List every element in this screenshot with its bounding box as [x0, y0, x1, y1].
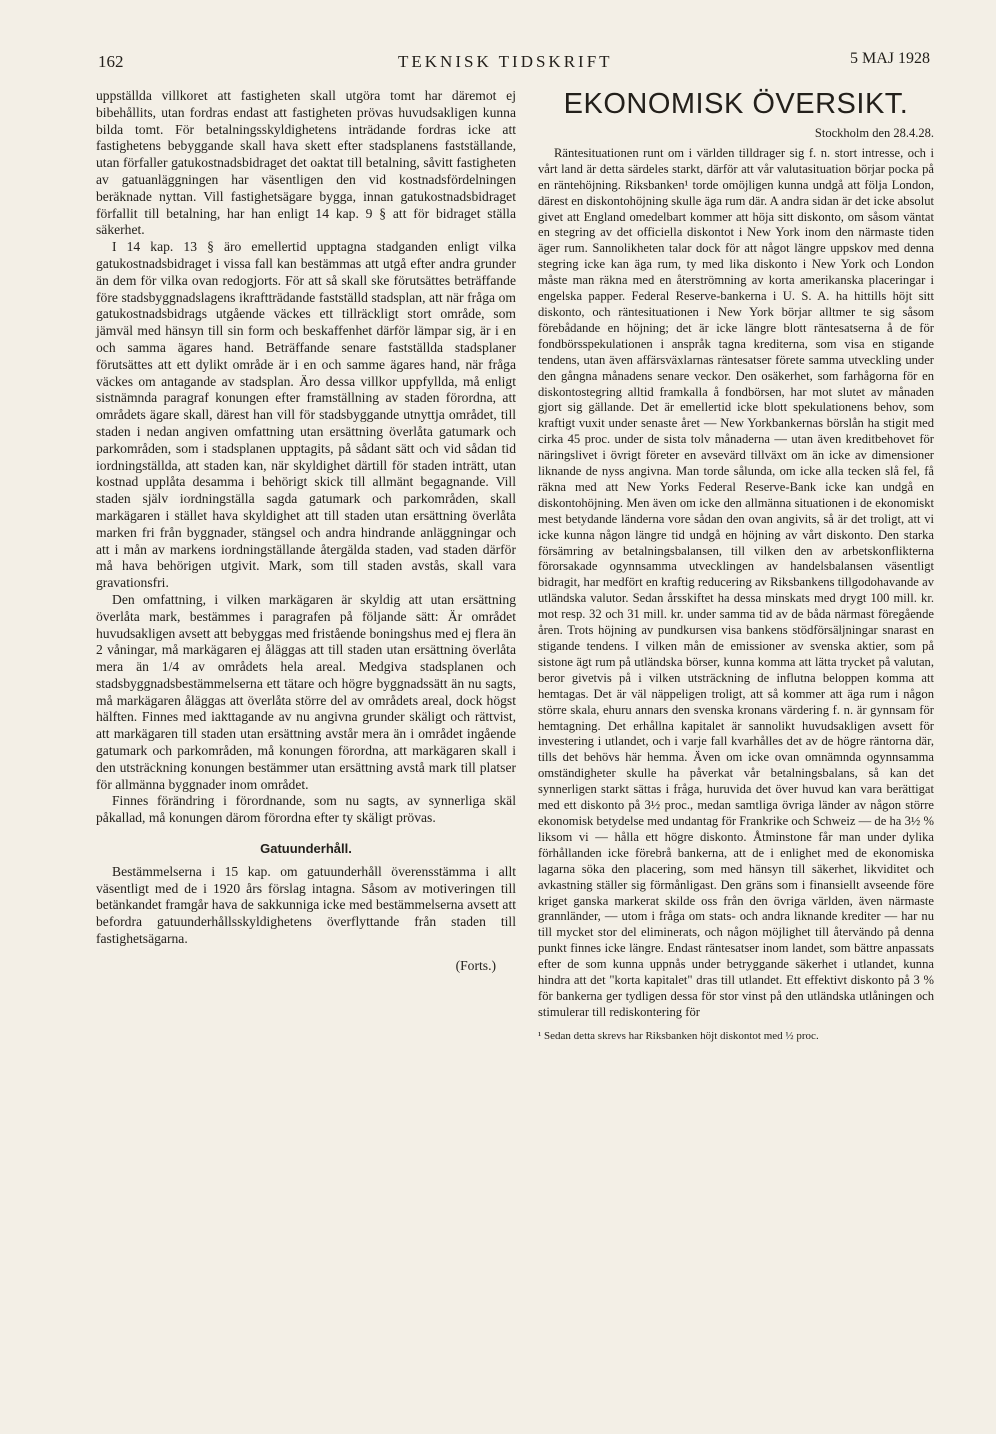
issue-date: 5 MAJ 1928: [850, 50, 931, 67]
body-paragraph: Bestämmelserna i 15 kap. om gatuunderhåll överensstämma i allt väsentligt med de i 1920 års förslag intagna. Såsom av motiveringen till betänkandet framgår hava de sakkunniga icke med bestämmelserna avsett att befordra gatuunderhållsskyldighetens överflyttande från staden till fastighetsägarna.: [96, 863, 516, 947]
footnote: ¹ Sedan detta skrevs har Riksbanken höjt diskontot med ½ proc.: [538, 1029, 819, 1042]
body-paragraph: I 14 kap. 13 § äro emellertid upptagna stadganden enligt vilka gatukostnadsbidraget i vissa fall kan bestämmas att utgå efter andra grunder än dem för vilka ovan redogjorts. För att så skall ske förutsättes beträffande före stadsbyggnadslagens ikraftträdande fastställd stadsplan, att när fråga om gatukostnadsbidrags utgående väckes ett tillräckligt stort område, som jämväl med hänsyn till sin form och beskaffenhet därför lämpar sig, är i en och samma ägares hand. Beträffande senare fastställda stadsplaner förutsättes att ett dylikt område är i en och samme ägares hand, när fråga väckes om antagande av stadsplan. Äro dessa villkor uppfyllda, må enligt sistnämnda paragraf konungen efter framställning av staden förordna, att områdets ägare skall, därest han vill för stadsbyggande utnyttja området, till staden i nedan angiven omfattning utan ersättning överlåta gatumark och parkområden, som i stadsplanen upptagits, på sådant sätt och vid sådan tid iordningställda, att staden kan, när skyldighet därtill för staden inträtt, utan kostnad upplåta desamma i behörigt skick till allmänt begagnande. Vill staden själv iordningställa sagda gatumark och parkområden, skall markägaren i stället hava skyldighet att till staden utan ersättning överlåta marken fri från byggnader, stängsel och andra hindrande anläggningar och att i mån av markens iordningställande återgälda staden, vad staden därför må hava behörigen utgivit. Mark, som till staden avstås, skall vara gravationsfri.: [96, 239, 516, 591]
section-heading: Gatuunderhåll.: [260, 841, 352, 857]
page-number: 162: [98, 52, 124, 71]
article-title: EKONOMISK ÖVERSIKT.: [563, 88, 909, 120]
journal-title: TEKNISK TIDSKRIFT: [398, 52, 613, 71]
dateline: Stockholm den 28.4.28.: [814, 126, 934, 140]
left-column: [96, 88, 516, 975]
body-paragraph: uppställda villkoret att fastigheten skall utgöra tomt har däremot ej bibehållits, utan fordras endast att fastigheten prövas huvudsakligen kunna bilda tomt. För betalningsskyldighetens inträdande fordras icke att fastighetens bebyggande skall hava skett efter stadsplanens fastställande, utan förfaller gatukostnadsbidraget det oaktat till betalning, såvitt fastigheten av gatuanläggningen har väsentligen den vid kostnadsfördelningen beräknade nyttan. Vill fastighetsägare bygga, innan gatukostnadsbidraget förfallit till betalning, har han enligt 14 kap. 9 § att för bidraget ställa säkerhet.: [96, 88, 516, 238]
body-paragraph: Finnes förändring i förordnande, som nu sagts, av synnerliga skäl påkallad, må konungen därom förordna efter ty skäligt prövas.: [96, 793, 516, 826]
continued-note: (Forts.): [455, 957, 496, 973]
body-paragraph: Den omfattning, i vilken markägaren är skyldig att utan ersättning överlåta mark, bestämmes i paragrafen på följande sätt: Är området huvudsakligen avsett att bebyggas med fristående boningshus med ej flera än 2 våningar, må markägaren ej åläggas att till staden utan ersättning överlåta mera än 1/4 av områdets hela areal. Medgiva stadsplanen och stadsbyggnadsbestämmelserna ett tätare och högre byggnadssätt än nu sagts, må markägaren åläggas att överlåta större del av områdets areal, dock högst hälften. Finnes med iakttagande av nu angivna grunder skäligt och rättvist, att markägaren till staden utan ersättning avstår mera än i området ingående gatumark och parkområden, må konungen förordna, att markägaren skall i den utsträckning konungen bestämmer utan ersättning avstå mark till platser för allmänna byggnader inom området.: [96, 591, 516, 792]
body-paragraph: Räntesituationen runt om i världen tilldrager sig f. n. stort intresse, och i vårt land är detta särdeles starkt, därför att vår valutasituation börjar pocka på en räntehöjning. Riksbanken¹ torde omöjligen kunna undgå att följa London, därest en diskontohöjning skulle äga rum där. A andra sidan är det icke absolut givet att England omedelbart kommer att höja sitt diskonto, om såsom väntat en stegring av det officiella diskontot i New York inom den närmaste tiden äger rum. Sannolikheten talar dock för att något längre uppskov med denna stegring icke kan äga rum, ty med lika diskonto i New York och London måste man räkna med en återströmning av korta amerikanska placeringar i engelska papper. Federal Reserve-bankerna i U. S. A. ha hittills höjt sitt diskonto, och räntesituationen i New York börjar alltmer te sig såsom förebådande en höjning; det är icke längre blott räntesatserna å de för fondbörsspekulationen i anspråk tagna krediterna, som visa en stigande tendens, utan även affärsväxlarnas räntesatser förete samma utveckling under den gångna månadens senare veckor. Den osäkerhet, som farhågorna för en diskontostegring alltid framkalla å fondbörsen, har mot slutet av månaden gjort sig gällande. Det är emellertid icke blott spekulationens behov, som kraftigt vuxit under senaste året — New Yorkbankernas börslån ha stigit med cirka 45 proc. under de sista tolv månaderna — utan även kreditbehovet för näringslivet i övrigt företer en avsevärd tillväxt om än icke av dimensioner liknande de nyss angivna. Man torde sålunda, om icke alla tecken slå fel, få räkna med att New Yorks Federal Reserve-Bank icke kan undgå en diskontohöjning. Men även om icke den allmänna situationen i de ekonomiskt mest betydande länderna vore sådan den ovan angivits, så är det troligt, att vi icke kunna någon längre tid undgå en höjning av vårt diskonto. Den starka försämring av betalningsbalansen, till vilken den av arbetskonflikterna förorsakade ogynnsamma utvecklingen av handelsbalansen väsentligt bidragit, har medfört en kraftig reducering av Riksbankens tillgodohavande av utländska valutor. Sedan årsskiftet ha dessa minskats med drygt 100 mill. kr. mot resp. 32 och 31 mill. kr. under samma tid av de båda närmast föregående åren. Trots höjning av pundkursen visa bankens stödförsäljningar snarast en stigande tendens. I vilken mån de emissioner av svenska aktier, som på sistone ägt rum på utländska börser, kunna komma att lätta trycket på valutan, beror givetvis på i vilken utsträckning de influtna beloppen komma att hemtagas. Det är väl näppeligen troligt, att så kommer att äga rum i någon större skala, ehuru annars den svenska kronans värdering f. n. är gynnsam för hemtagning. Det erhållna kapitalet är sannolikt huvudsakligen avsett för investering i utlandet, och i varje fall kvarhålles det av de högre räntorna där, tills det behövs här hemma. Även om icke ovan omnämnda ogynnsamma omständigheter skulle ha påverkat vår betalningsbalans, så kan det synnerligen starkt sättas i fråga, huruvida det över huvud kan vara berättigat med ett diskonto på 3½ proc., medan samtliga övriga länder av någon större ekonomisk betydelse med undantag för Frankrike och Schweiz — de ha 3½ % liksom vi — hålla ett högre diskonto. Åtminstone får man under dylika förhållanden icke förebrå bankerna, att de i enlighet med de ekonomiska lagarna söka den placering, som med hänsyn till säkerhet, likviditet och avkastning ställer sig förmånligast. Den gräns som i finansiellt avseende före kriget ganska markerat skilde oss från den övriga världen, även närmaste grannländer, — utom i fråga om stats- och andra liknande krediter — har nu till mycket stor del eliminerats, och någon möjlighet till återvändo på denna punkt finnes icke längre. Endast räntesatser inom landet, som bättre anpassats efter de som kunna uppnås under betryggande säkerhet i utlandet, kunna hindra att det "korta kapitalet" dras till utlandet. Ett effektivt diskonto på 3 % för bankerna ger tydligen dessa för stor vinst på den utländska utlåningen och stimulerar till rediskontering för: [538, 145, 934, 1019]
right-column: [538, 88, 934, 1043]
